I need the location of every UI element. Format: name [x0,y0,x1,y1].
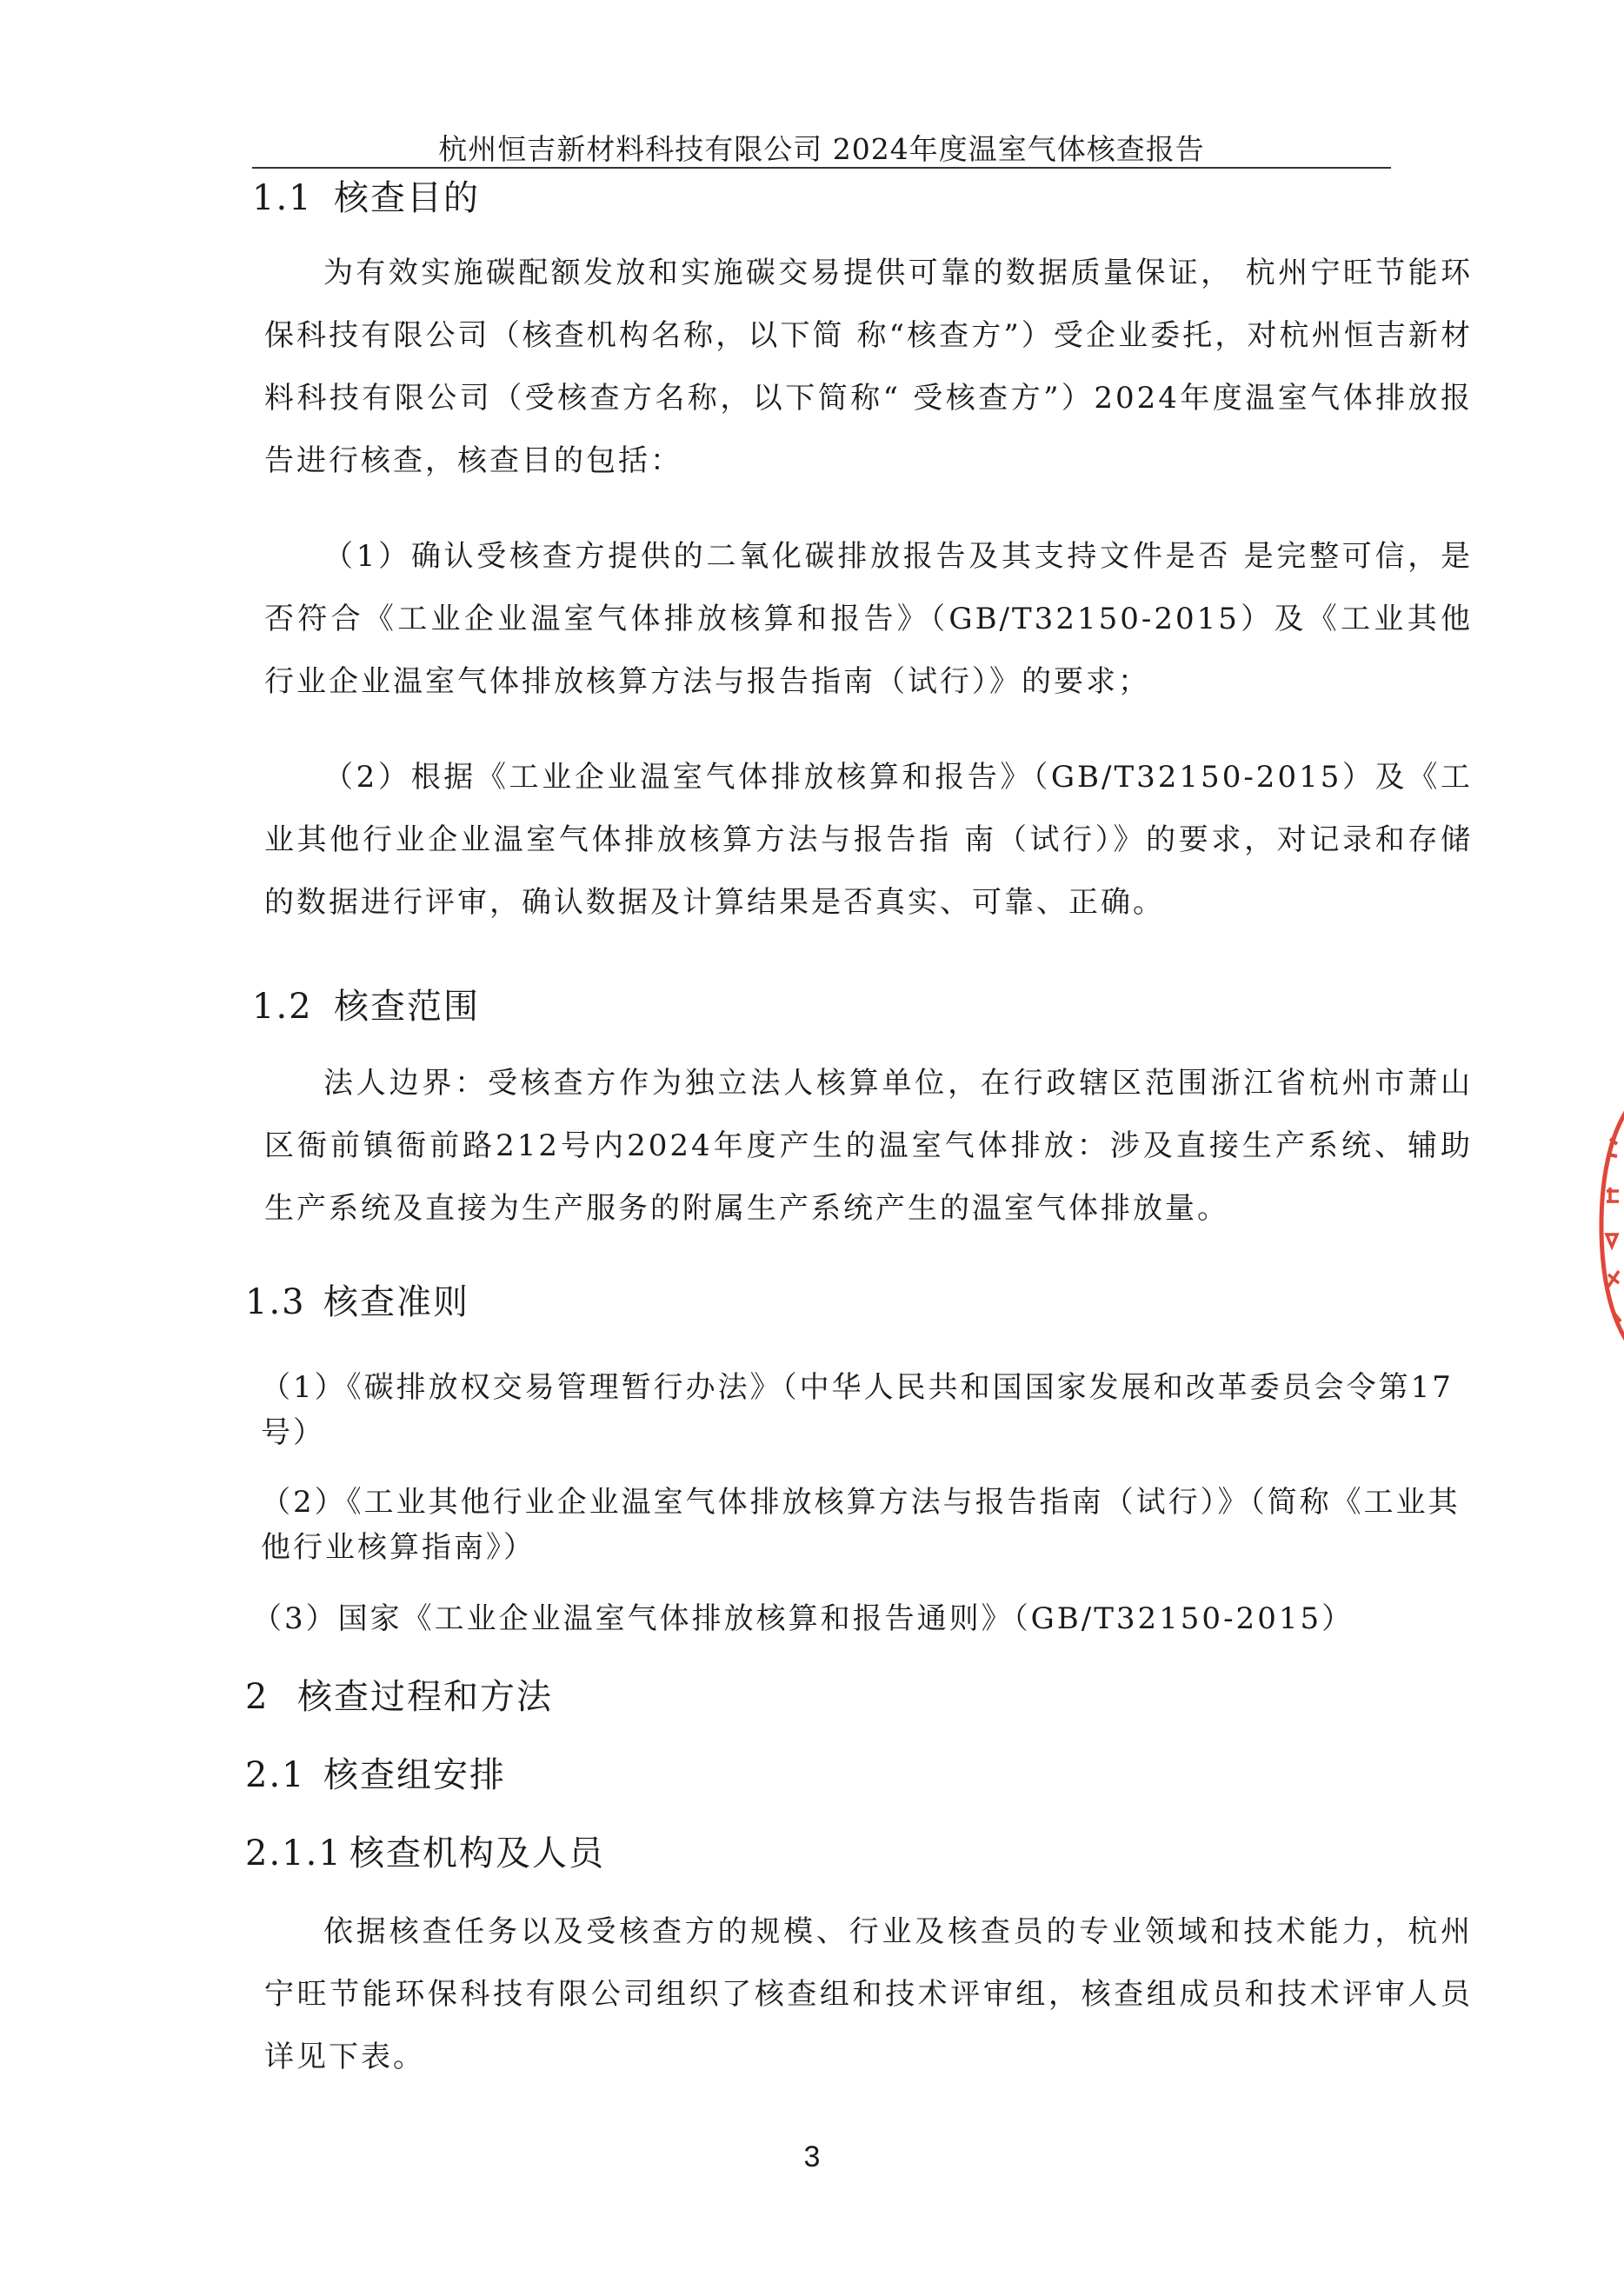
running-header: 杭州恒吉新材料科技有限公司 2024年度温室气体核查报告 [438,132,1205,166]
section-2-1-1-body: 依据核查任务以及受核查方的规模、行业及核查员的专业领域和技术能力，杭州宁旺节能环保科技有限公司组织了核查组和技术评审组，核查组成员和技术评审人员详见下表。 [264,1914,1473,2074]
section-1-3-heading [245,1274,469,1324]
section-title: 核查准则 [323,1282,469,1322]
section-title: 核查组安排 [323,1755,506,1795]
section-2-1-1-heading [245,1826,605,1875]
section-title: 核查目的 [334,178,480,218]
section-number: 2.1 [245,1755,306,1795]
section-2-1-heading [245,1747,506,1797]
section-title: 核查过程和方法 [297,1677,553,1717]
header-divider [252,167,1391,169]
section-1-1-item-2: （2）根据《工业企业温室气体排放核算和报告》（GB/T32150-2015）及《工业其他行业企业温室气体排放核算方法与报告指 南（试行）》的要求，对记录和存储的数据进行评审，确认数据及计算结果是否真实、可靠、正确。 [264,760,1473,920]
criteria-item-2: （2）《工业其他行业企业温室气体排放核算方法与报告指南（试行）》（简称《工业其他行业核算指南》） [261,1485,1461,1565]
section-number: 1.2 [252,987,313,1027]
company-seal-fragment [1575,1104,1624,1348]
section-title: 核查机构及人员 [349,1833,605,1873]
section-number: 1.3 [245,1282,306,1322]
section-1-2-heading [252,979,480,1028]
section-1-1-item-1: （1）确认受核查方提供的二氧化碳排放报告及其支持文件是否 是完整可信，是否符合《工业企业温室气体排放核算和报告》（GB/T32150-2015）及《工业其他行业企业温室气体排放核算方法与报告指南（试行）》的要求； [264,539,1473,699]
criteria-item-1: （1）《碳排放权交易管理暂行办法》（中华人民共和国国家发展和改革委员会令第17号） [261,1370,1454,1450]
section-1-2-body: 法人边界：受核查方作为独立法人核算单位，在行政辖区范围浙江省杭州市萧山区衙前镇衙前路212号内2024年度产生的温室气体排放：涉及直接生产系统、辅助生产系统及直接为生产服务的附属生产系统产生的温室气体排放量。 [264,1066,1473,1226]
section-number: 1.1 [252,178,313,218]
page-number: 3 [803,2140,821,2173]
section-1-1-intro: 为有效实施碳配额发放和实施碳交易提供可靠的数据质量保证， 杭州宁旺节能环保科技有限公司（核查机构名称，以下简 称“核查方”）受企业委托，对杭州恒吉新材料科技有限公司（受核查方名称，以下简称“ 受核查方”）2024年度温室气体排放报告进行核查，核查目的包括： [264,256,1473,478]
section-title: 核查范围 [334,987,480,1027]
section-2-heading [245,1669,553,1719]
criteria-item-3: （3）国家《工业企业温室气体排放核算和报告通则》（GB/T32150-2015） [252,1601,1354,1636]
section-number: 2.1.1 [245,1833,343,1873]
section-number: 2 [245,1677,270,1717]
section-1-1-heading [252,170,480,220]
